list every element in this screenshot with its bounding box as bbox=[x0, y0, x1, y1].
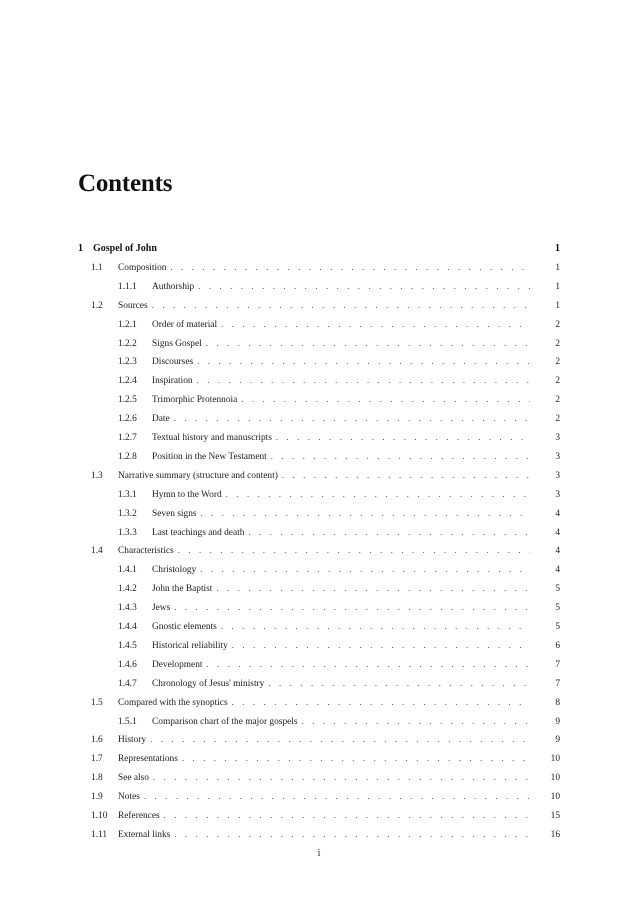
toc-entry-number: 1.1.1 bbox=[118, 281, 137, 292]
toc-entry-number: 1.7 bbox=[91, 754, 103, 765]
toc-entry[interactable] bbox=[91, 468, 560, 482]
toc-entry[interactable] bbox=[118, 714, 560, 728]
toc-entry-number: 1.2.7 bbox=[118, 433, 137, 443]
toc-entry-number: 1.4.6 bbox=[118, 659, 137, 670]
toc-entry-title[interactable]: Representations bbox=[118, 754, 178, 765]
toc-entry-page: 1 bbox=[555, 262, 560, 273]
toc-entry[interactable] bbox=[91, 751, 560, 765]
toc-entry-title[interactable]: See also bbox=[118, 773, 149, 784]
toc-entry-page: 6 bbox=[555, 640, 560, 651]
toc-entry-page: 8 bbox=[555, 697, 560, 708]
toc-entry-number: 1.2.3 bbox=[118, 357, 137, 368]
toc-dot-leader bbox=[271, 449, 530, 463]
toc-entry-number: 1.2 bbox=[91, 300, 103, 311]
toc-entry-title[interactable]: John the Baptist bbox=[152, 584, 213, 595]
toc-dot-leader bbox=[182, 751, 530, 765]
toc-dot-leader bbox=[197, 373, 530, 387]
toc-dot-leader bbox=[221, 619, 530, 633]
toc-entry-number: 1.2.2 bbox=[118, 338, 137, 349]
toc-entry-page: 7 bbox=[555, 659, 560, 670]
toc-dot-leader bbox=[174, 411, 530, 425]
toc-dot-leader bbox=[207, 657, 530, 671]
toc-entry-number: 1.4 bbox=[91, 546, 103, 557]
toc-entry-title[interactable]: Historical reliability bbox=[152, 640, 228, 651]
toc-entry-page: 2 bbox=[555, 376, 560, 387]
toc-entry[interactable] bbox=[118, 657, 560, 671]
toc-entry[interactable] bbox=[118, 317, 560, 331]
toc-entry-title[interactable]: Composition bbox=[118, 262, 167, 273]
toc-entry-title[interactable]: Seven signs bbox=[152, 508, 197, 519]
toc-entry[interactable] bbox=[118, 506, 560, 520]
toc-entry-number: 1.4.1 bbox=[118, 565, 137, 576]
toc-dot-leader bbox=[174, 827, 530, 841]
toc-entry[interactable] bbox=[118, 279, 560, 293]
toc-dot-leader bbox=[170, 260, 530, 274]
toc-dot-leader bbox=[206, 336, 530, 350]
toc-entry-page: 16 bbox=[550, 829, 560, 840]
toc-entry-title[interactable]: Gnostic elements bbox=[152, 622, 217, 632]
toc-entry-page: 15 bbox=[550, 811, 560, 821]
toc-entry-page: 2 bbox=[555, 338, 560, 349]
toc-dot-leader bbox=[248, 525, 530, 539]
toc-entry-page: 3 bbox=[555, 433, 560, 443]
toc-entry-title[interactable]: Development bbox=[152, 659, 203, 670]
toc-entry[interactable] bbox=[118, 336, 560, 350]
toc-dot-leader bbox=[201, 506, 530, 520]
toc-dot-leader bbox=[276, 430, 530, 444]
toc-dot-leader bbox=[144, 789, 530, 803]
toc-entry-number: 1.5 bbox=[91, 697, 103, 708]
toc-entry-number: 1.3.3 bbox=[118, 527, 137, 538]
toc-entry[interactable] bbox=[118, 487, 560, 501]
toc-entry-number: 1.2.1 bbox=[118, 319, 137, 330]
toc-entry-page: 5 bbox=[555, 603, 560, 614]
toc-entry-title[interactable]: Chronology of Jesus' ministry bbox=[152, 678, 265, 689]
toc-dot-leader bbox=[282, 468, 530, 482]
toc-entry-title[interactable]: Discourses bbox=[152, 357, 194, 368]
toc-entry[interactable] bbox=[118, 525, 560, 539]
toc-entry-page: 5 bbox=[555, 622, 560, 632]
toc-entry-title[interactable]: Hymn to the Word bbox=[152, 489, 222, 500]
toc-entry-title[interactable]: References bbox=[118, 811, 160, 821]
toc-entry-page: 4 bbox=[555, 527, 560, 538]
toc-entry-number: 1.3.2 bbox=[118, 508, 137, 519]
toc-entry-page: 3 bbox=[555, 451, 560, 462]
toc-entry[interactable] bbox=[91, 827, 560, 841]
toc-entry[interactable] bbox=[78, 241, 560, 255]
toc-entry[interactable] bbox=[91, 732, 560, 746]
toc-entry[interactable] bbox=[91, 695, 560, 709]
toc-entry-title[interactable]: Sources bbox=[118, 300, 148, 311]
toc-entry-number: 1.3.1 bbox=[118, 489, 137, 500]
toc-entry-title[interactable]: External links bbox=[118, 829, 171, 840]
toc-entry-number: 1.10 bbox=[91, 811, 108, 821]
toc-entry-number: 1.2.4 bbox=[118, 376, 137, 387]
toc-dot-leader bbox=[232, 638, 530, 652]
toc-dot-leader bbox=[198, 279, 530, 293]
toc-entry-title[interactable]: History bbox=[118, 735, 147, 746]
toc-dot-leader bbox=[232, 695, 530, 709]
toc-dot-leader bbox=[197, 354, 530, 368]
toc-entry[interactable] bbox=[91, 770, 560, 784]
toc-entry-title[interactable]: Trimorphic Protennoia bbox=[152, 395, 238, 406]
toc-dot-leader bbox=[226, 487, 530, 501]
toc-entry-number: 1.2.6 bbox=[118, 414, 137, 425]
toc-entry-page: 10 bbox=[550, 754, 560, 765]
toc-entry-title[interactable]: Gospel of John bbox=[93, 243, 157, 254]
toc-entry-number: 1.9 bbox=[91, 792, 103, 803]
toc-entry[interactable] bbox=[118, 411, 560, 425]
toc-dot-leader bbox=[152, 298, 530, 312]
toc-entry-page: 1 bbox=[555, 281, 560, 292]
toc-entry-title[interactable]: Date bbox=[152, 414, 170, 425]
toc-entry-title[interactable]: Position in the New Testament bbox=[152, 451, 267, 462]
toc-entry[interactable] bbox=[91, 789, 560, 803]
toc-entry-page: 2 bbox=[555, 414, 560, 425]
toc-entry[interactable] bbox=[118, 581, 560, 595]
toc-entry-number: 1.8 bbox=[91, 773, 103, 784]
toc-entry-page: 4 bbox=[555, 508, 560, 519]
toc-entry-number: 1.4.4 bbox=[118, 622, 137, 632]
toc-entry-page: 9 bbox=[555, 735, 560, 746]
toc-entry-page: 3 bbox=[555, 470, 560, 481]
page-number: i bbox=[317, 848, 321, 859]
toc-entry-number: 1.4.3 bbox=[118, 603, 137, 614]
toc-entry-title[interactable]: Authorship bbox=[152, 281, 195, 292]
toc-entry-page: 4 bbox=[555, 546, 560, 557]
toc-entry[interactable] bbox=[91, 543, 560, 557]
toc-entry[interactable] bbox=[118, 638, 560, 652]
toc-entry[interactable] bbox=[118, 676, 560, 690]
toc-entry-number: 1.4.7 bbox=[118, 678, 137, 689]
toc-entry[interactable] bbox=[91, 808, 560, 822]
toc-entry[interactable] bbox=[118, 430, 560, 444]
toc-entry-title[interactable]: Comparison chart of the major gospels bbox=[152, 716, 298, 727]
toc-entry-title[interactable]: Narrative summary (structure and content) bbox=[118, 470, 278, 481]
toc-entry-number: 1.3 bbox=[91, 470, 103, 481]
toc-entry-title[interactable]: Notes bbox=[118, 792, 140, 803]
toc-entry[interactable] bbox=[91, 260, 560, 274]
toc-dot-leader bbox=[241, 392, 530, 406]
toc-entry[interactable] bbox=[91, 298, 560, 312]
toc-entry-title[interactable]: Jews bbox=[152, 603, 171, 614]
toc-entry-number: 1.5.1 bbox=[118, 716, 137, 727]
toc-entry-title[interactable]: Signs Gospel bbox=[152, 338, 202, 349]
toc-entry-page: 7 bbox=[555, 678, 560, 689]
toc-entry-page: 2 bbox=[555, 395, 560, 406]
toc-entry-number: 1.2.5 bbox=[118, 395, 137, 406]
toc-entry-title[interactable]: Inspiration bbox=[152, 376, 193, 387]
toc-entry-title[interactable]: Order of material bbox=[152, 319, 218, 330]
toc-entry-number: 1.6 bbox=[91, 735, 103, 746]
toc-entry-title[interactable]: Christology bbox=[152, 565, 197, 576]
toc-entry-title[interactable]: Textual history and manuscripts bbox=[152, 433, 272, 443]
toc-dot-leader bbox=[216, 581, 530, 595]
toc-entry-page: 9 bbox=[555, 716, 560, 727]
toc-entry[interactable] bbox=[118, 392, 560, 406]
toc-entry-page: 3 bbox=[555, 489, 560, 500]
toc-entry-number: 1.11 bbox=[91, 829, 108, 840]
toc-entry-page: 1 bbox=[555, 300, 560, 311]
toc-dot-leader bbox=[268, 676, 530, 690]
toc-entry[interactable] bbox=[118, 373, 560, 387]
toc-entry-title[interactable]: Characteristics bbox=[118, 546, 174, 557]
toc-entry-title[interactable]: Compared with the synoptics bbox=[118, 697, 228, 708]
toc-dot-leader bbox=[174, 600, 530, 614]
toc-entry-page: 2 bbox=[555, 357, 560, 368]
toc-entry-page: 10 bbox=[550, 792, 560, 803]
toc-dot-leader bbox=[178, 543, 530, 557]
toc-entry-page: 10 bbox=[550, 773, 560, 784]
toc-dot-leader bbox=[153, 770, 530, 784]
toc-entry-number: 1 bbox=[78, 243, 83, 254]
toc-entry-number: 1.2.8 bbox=[118, 451, 137, 462]
toc-entry[interactable] bbox=[118, 600, 560, 614]
toc-entry[interactable] bbox=[118, 354, 560, 368]
toc-entry-number: 1.4.2 bbox=[118, 584, 137, 595]
toc-dot-leader bbox=[200, 562, 530, 576]
toc-dot-leader bbox=[164, 808, 530, 822]
toc-entry-page: 1 bbox=[555, 243, 560, 254]
toc-entry[interactable] bbox=[118, 449, 560, 463]
toc-dot-leader bbox=[302, 714, 530, 728]
toc-entry-page: 2 bbox=[555, 319, 560, 330]
toc-entry-page: 4 bbox=[555, 565, 560, 576]
toc-entry[interactable] bbox=[118, 562, 560, 576]
toc-dot-leader bbox=[150, 732, 530, 746]
toc-entry-number: 1.1 bbox=[91, 262, 103, 273]
page-title: Contents bbox=[78, 169, 173, 197]
toc-entry-page: 5 bbox=[555, 584, 560, 595]
toc-entry[interactable] bbox=[118, 619, 560, 633]
toc-entry-number: 1.4.5 bbox=[118, 640, 137, 651]
toc-entry-title[interactable]: Last teachings and death bbox=[152, 527, 245, 538]
toc-dot-leader bbox=[221, 317, 530, 331]
